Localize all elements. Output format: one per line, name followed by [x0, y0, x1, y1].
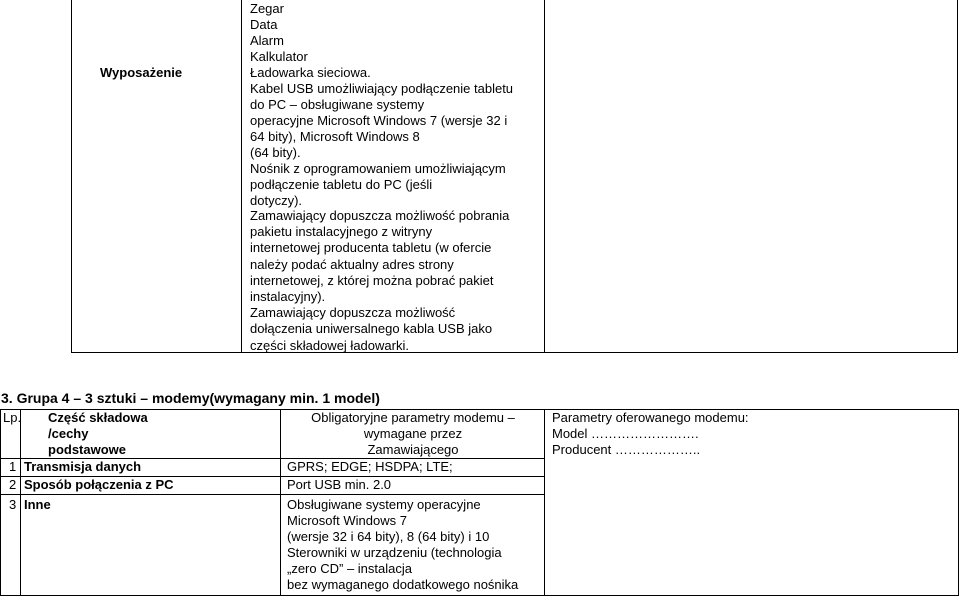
equipment-list: [250, 1, 513, 209]
equipment-item: Nośnik z oprogramowaniem umożliwiającym: [250, 161, 506, 176]
equipment-item: operacyjne Microsoft Windows 7 (wersje 32 i: [250, 113, 508, 128]
paragraph-line: części składowej ładowarki.: [250, 337, 409, 353]
row-1-required: GPRS; EDGE; HSDPA; LTE;: [287, 459, 453, 474]
equipment-item: dotyczy).: [250, 193, 303, 208]
row-3-required-line: Sterowniki w urządzeniu (technologia: [287, 545, 502, 560]
equipment-item: Zegar: [250, 1, 284, 16]
section-heading: 3. Grupa 4 – 3 sztuki – modemy(wymagany min. 1 model): [1, 390, 380, 406]
equipment-item: podłączenie tabletu do PC (jeśli: [250, 177, 433, 192]
header-component-line: Część składowa: [48, 410, 148, 425]
equipment-item: 64 bity), Microsoft Windows 8: [250, 129, 420, 144]
header-offered-model: Model …………………….: [552, 426, 699, 441]
row-3-required-line: bez wymaganego dodatkowego nośnika: [287, 577, 519, 592]
row-3-required-line: Obsługiwane systemy operacyjne: [287, 497, 481, 512]
paragraph-line: dołączenia uniwersalnego kabla USB jako: [250, 321, 493, 337]
equipment-paragraph: [250, 208, 509, 354]
header-required-line: Zamawiającego: [367, 442, 459, 457]
row-3-required-line: Microsoft Windows 7: [287, 513, 407, 528]
header-component-line: podstawowe: [48, 442, 127, 457]
equipment-item: Alarm: [250, 33, 284, 48]
row-3-component: Inne: [24, 497, 51, 512]
equipment-item: (64 bity).: [250, 145, 301, 160]
row-1-lp: 1: [9, 459, 17, 474]
row-2-lp: 2: [9, 477, 17, 492]
paragraph-line: Zamawiający dopuszcza możliwość: [250, 305, 456, 321]
header-required-line: wymagane przez: [363, 426, 463, 441]
paragraph-line: Zamawiający dopuszcza możliwość pobrania: [250, 208, 510, 223]
header-component-line: /cechy: [48, 426, 89, 441]
header-offered: [552, 410, 749, 458]
header-required: [281, 410, 545, 458]
equipment-item: Kabel USB umożliwiający podłączenie tabletu: [250, 81, 514, 96]
header-component: [48, 410, 148, 458]
row-2-component: Sposób połączenia z PC: [24, 477, 174, 492]
row-3-required-line: „zero CD” – instalacja: [287, 561, 412, 576]
paragraph-line: internetowej producenta tabletu (w ofercie: [250, 240, 492, 256]
paragraph-line: internetowej, z której można pobrać pakiet: [250, 272, 494, 288]
row-3-required: [287, 497, 518, 593]
equipment-item: Data: [250, 17, 278, 32]
paragraph-line: instalacyjny).: [250, 288, 326, 304]
header-offered-producer: Producent ………………..: [552, 442, 701, 457]
header-required-line: Obligatoryjne parametry modemu –: [311, 410, 515, 425]
paragraph-line: należy podać aktualny adres strony: [250, 256, 454, 272]
header-offered-title: Parametry oferowanego modemu:: [552, 410, 749, 425]
header-lp: Lp.: [3, 410, 22, 425]
row-label-equipment: Wyposażenie: [100, 65, 183, 80]
equipment-item: Ładowarka sieciowa.: [250, 65, 371, 80]
row-3-required-line: (wersje 32 i 64 bity), 8 (64 bity) i 10: [287, 529, 490, 544]
paragraph-line: pakietu instalacyjnego z witryny: [250, 224, 433, 240]
row-2-required: Port USB min. 2.0: [287, 477, 392, 492]
row-3-lp: 3: [9, 497, 17, 512]
equipment-item: Kalkulator: [250, 49, 308, 64]
row-1-component: Transmisja danych: [24, 459, 142, 474]
equipment-item: do PC – obsługiwane systemy: [250, 97, 425, 112]
